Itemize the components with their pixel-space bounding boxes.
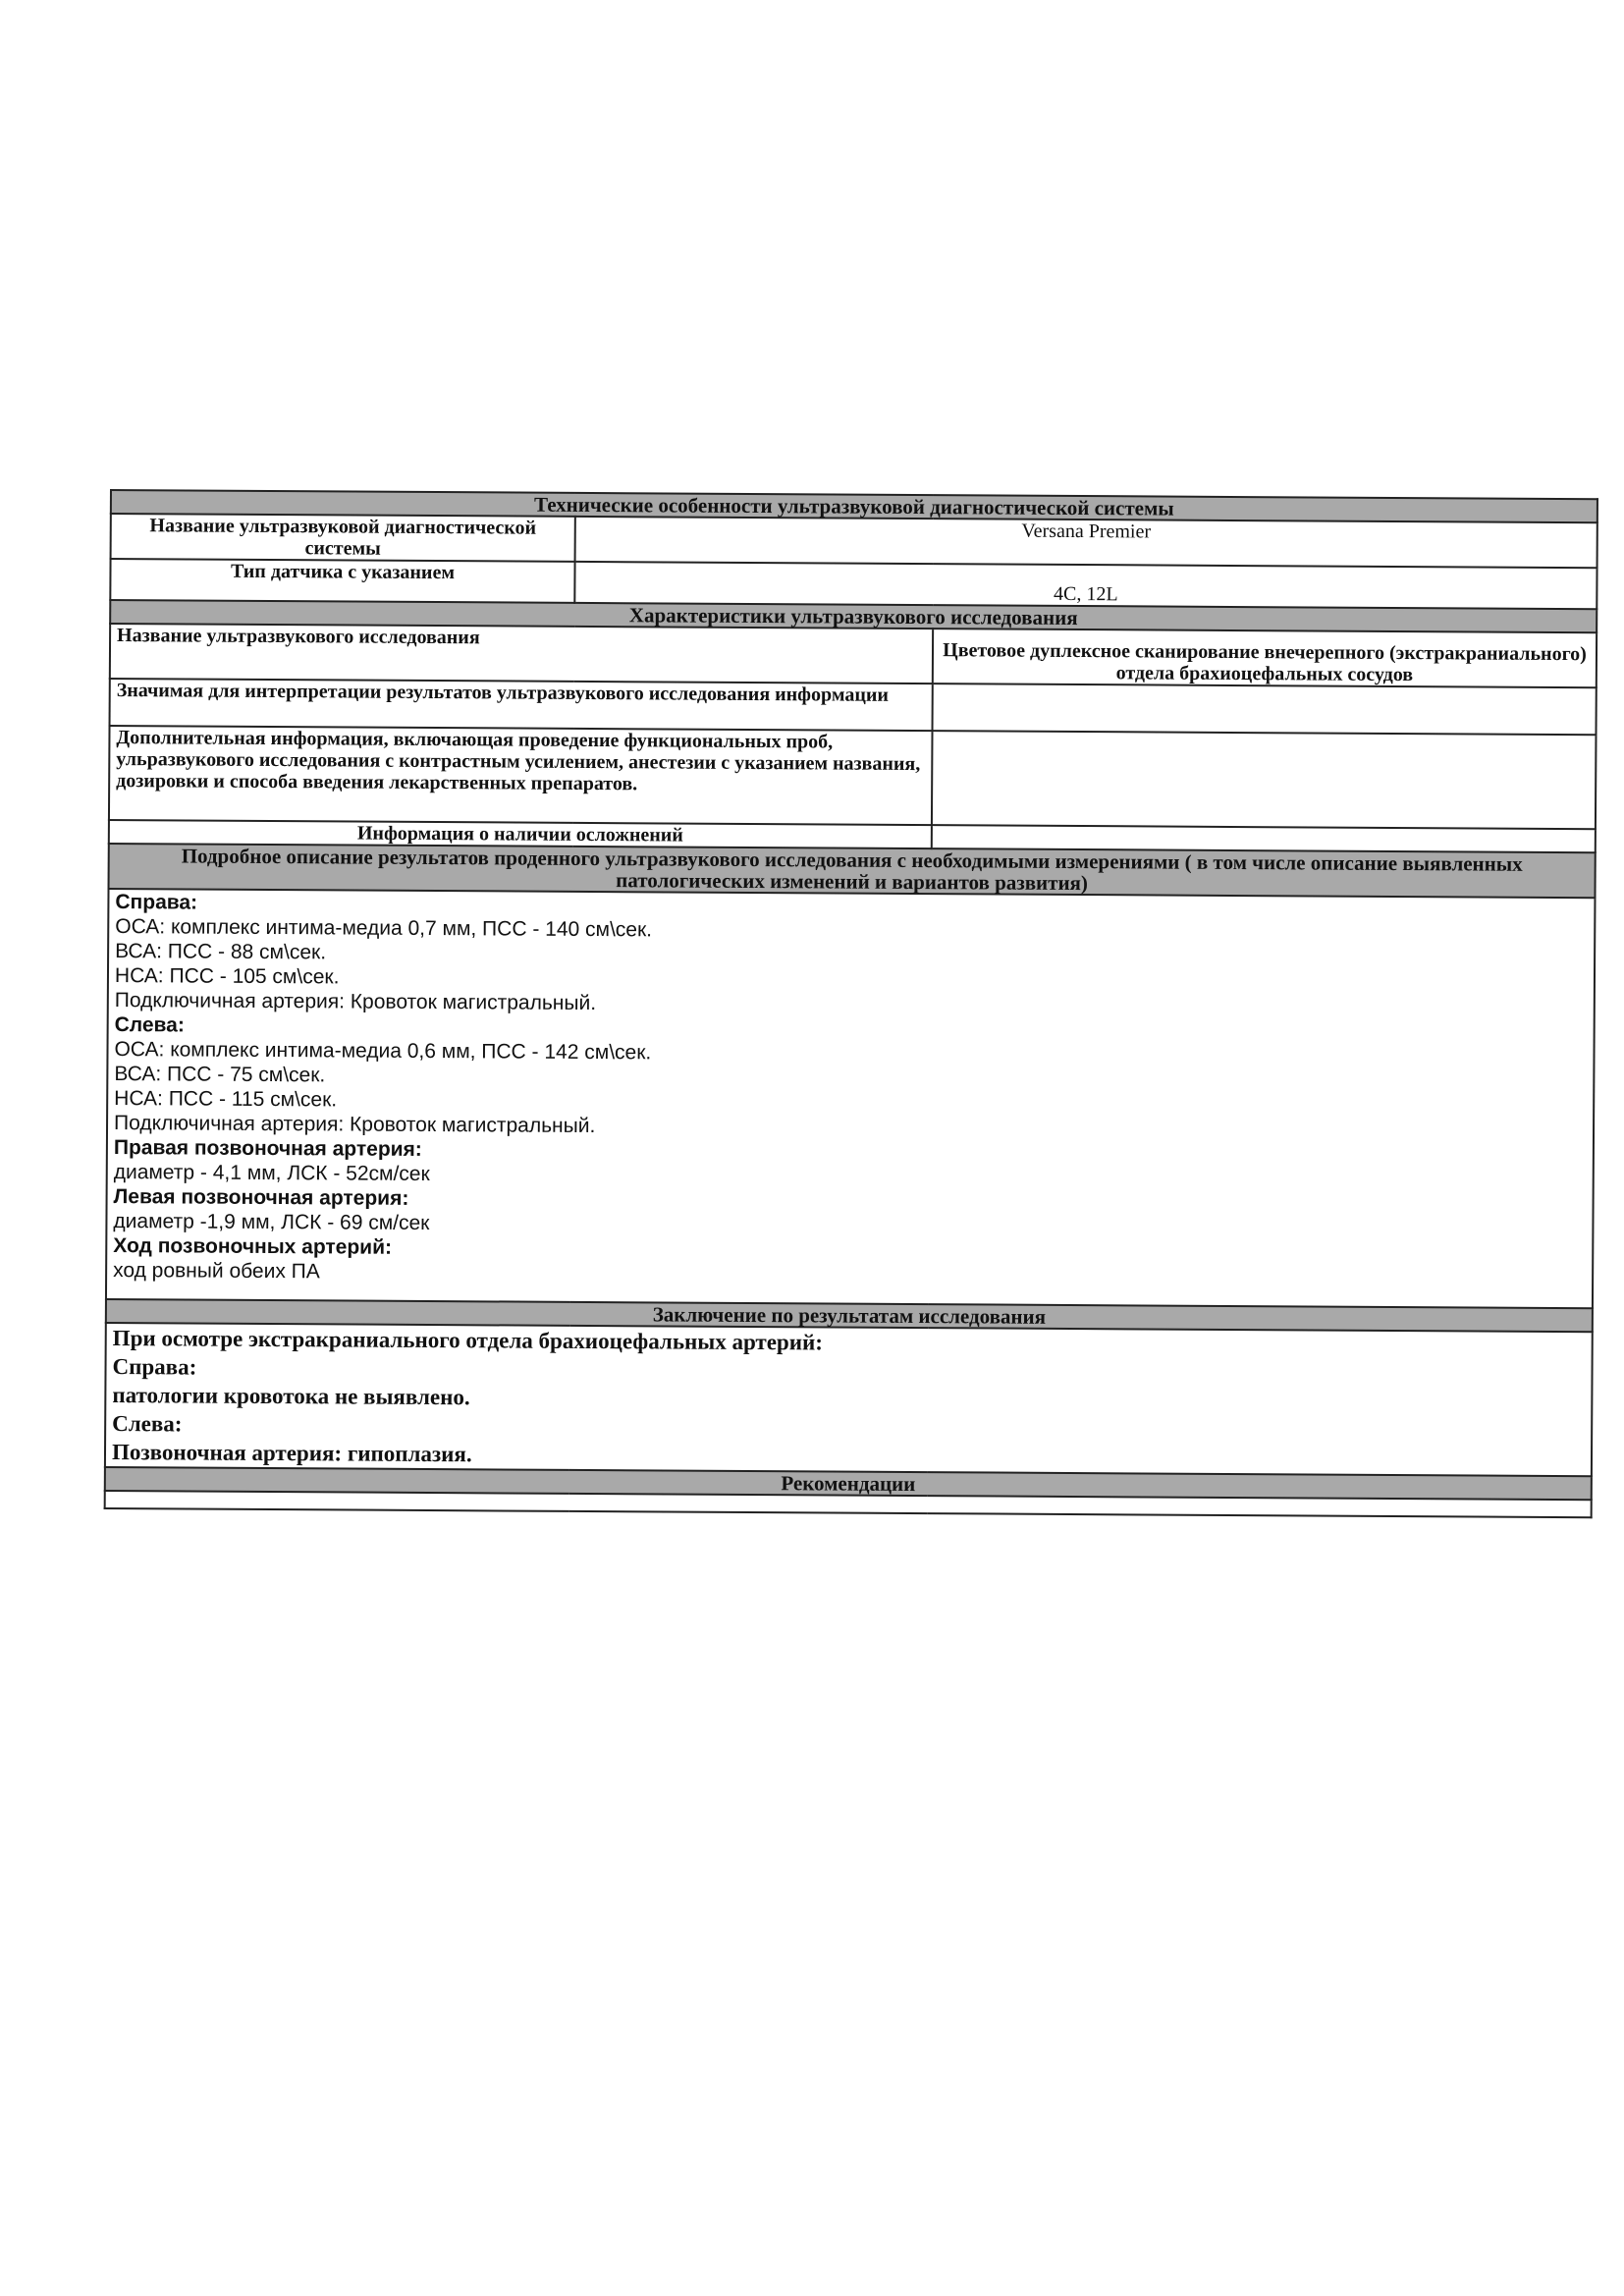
desc-line-right-subclavian: Подключичная артерия: Кровоток магистральный. — [114, 989, 597, 1015]
complications-label: Информация о наличии осложнений — [109, 820, 932, 848]
description-header: Подробное описание результатов проденного ультразвукового исследования с необходимыми измерениями ( в том числе описание выявленных патологических изменений и вариантов развития) — [109, 844, 1596, 898]
desc-line-right-vertebral-heading: Правая позвоночная артерия: — [113, 1136, 422, 1161]
conclusion-line-right: Справа: — [112, 1354, 197, 1380]
conclusion-line-left: Слева: — [112, 1411, 183, 1437]
conclusion-line-right-finding: патологии кровотока не выявлено. — [112, 1383, 470, 1410]
technical-header: Технические особенности ультразвуковой диагностической системы — [111, 490, 1597, 522]
desc-line-left-vertebral-heading: Левая позвоночная артерия: — [113, 1185, 409, 1210]
significant-info-label: Значимая для интерпретации результатов ультразвукового исследования информации — [110, 679, 933, 731]
desc-line-vertebral-course-heading: Ход позвоночных артерий: — [113, 1234, 393, 1259]
system-name-value: Versana Premier — [575, 517, 1597, 568]
probe-type-label: Тип датчика с указанием — [110, 559, 574, 603]
desc-line-right-vsa: ВСА: ПСС - 88 см\сек. — [115, 940, 327, 964]
description-body — [106, 889, 1596, 1308]
conclusion-line-left-finding: Позвоночная артерия: гипоплазия. — [111, 1440, 472, 1467]
desc-line-right-heading: Справа: — [115, 891, 198, 914]
report-sheet — [104, 489, 1597, 1518]
desc-line-right-vertebral-values: диаметр - 4,1 мм, ЛСК - 52см/сек — [113, 1161, 430, 1186]
desc-line-left-subclavian: Подключичная артерия: Кровоток магистральный. — [113, 1112, 596, 1138]
desc-line-right-oca: ОСА: комплекс интима-медиа 0,7 мм, ПСС - 140 см\сек. — [115, 915, 653, 942]
desc-line-left-vsa: ВСА: ПСС - 75 см\сек. — [114, 1063, 326, 1087]
conclusion-line-intro: При осмотре экстракраниального отдела брахиоцефальных артерий: — [112, 1326, 824, 1355]
conclusion-header: Заключение по результатам исследования — [106, 1299, 1593, 1332]
additional-info-value — [932, 731, 1597, 829]
additional-info-label: Дополнительная информация, включающая проведение функциональных проб, ульразвукового исследования с контрастным усилением, анестезии с указанием названия, дозировки и способа введения лекарственных препаратов. — [109, 726, 933, 825]
desc-line-left-nsa: НСА: ПСС - 115 см\сек. — [114, 1087, 338, 1112]
ultrasound-report-table — [104, 489, 1598, 1518]
system-name-label: Название ультразвуковой диагностической системы — [111, 514, 575, 562]
significant-info-value — [933, 683, 1597, 735]
recommendations-header: Рекомендации — [105, 1467, 1592, 1500]
probe-type-value: 4C, 12L — [574, 562, 1597, 609]
exam-name-value: Цветовое дуплексное сканирование внечерепного (экстракраниального) отдела брахиоцефальных сосудов — [933, 629, 1597, 687]
desc-line-left-vertebral-values: диаметр -1,9 мм, ЛСК - 69 см/сек — [113, 1210, 430, 1235]
conclusion-body — [105, 1323, 1593, 1476]
desc-line-left-heading: Слева: — [114, 1013, 185, 1037]
exam-name-label: Название ультразвукового исследования — [110, 624, 933, 683]
characteristics-header: Характеристики ультразвукового исследования — [110, 600, 1597, 632]
desc-line-right-nsa: НСА: ПСС - 105 см\сек. — [114, 964, 340, 989]
desc-line-left-oca: ОСА: комплекс интима-медиа 0,6 мм, ПСС - 142 см\сек. — [114, 1038, 652, 1065]
desc-line-vertebral-course-value: ход ровный обеих ПА — [113, 1259, 320, 1284]
